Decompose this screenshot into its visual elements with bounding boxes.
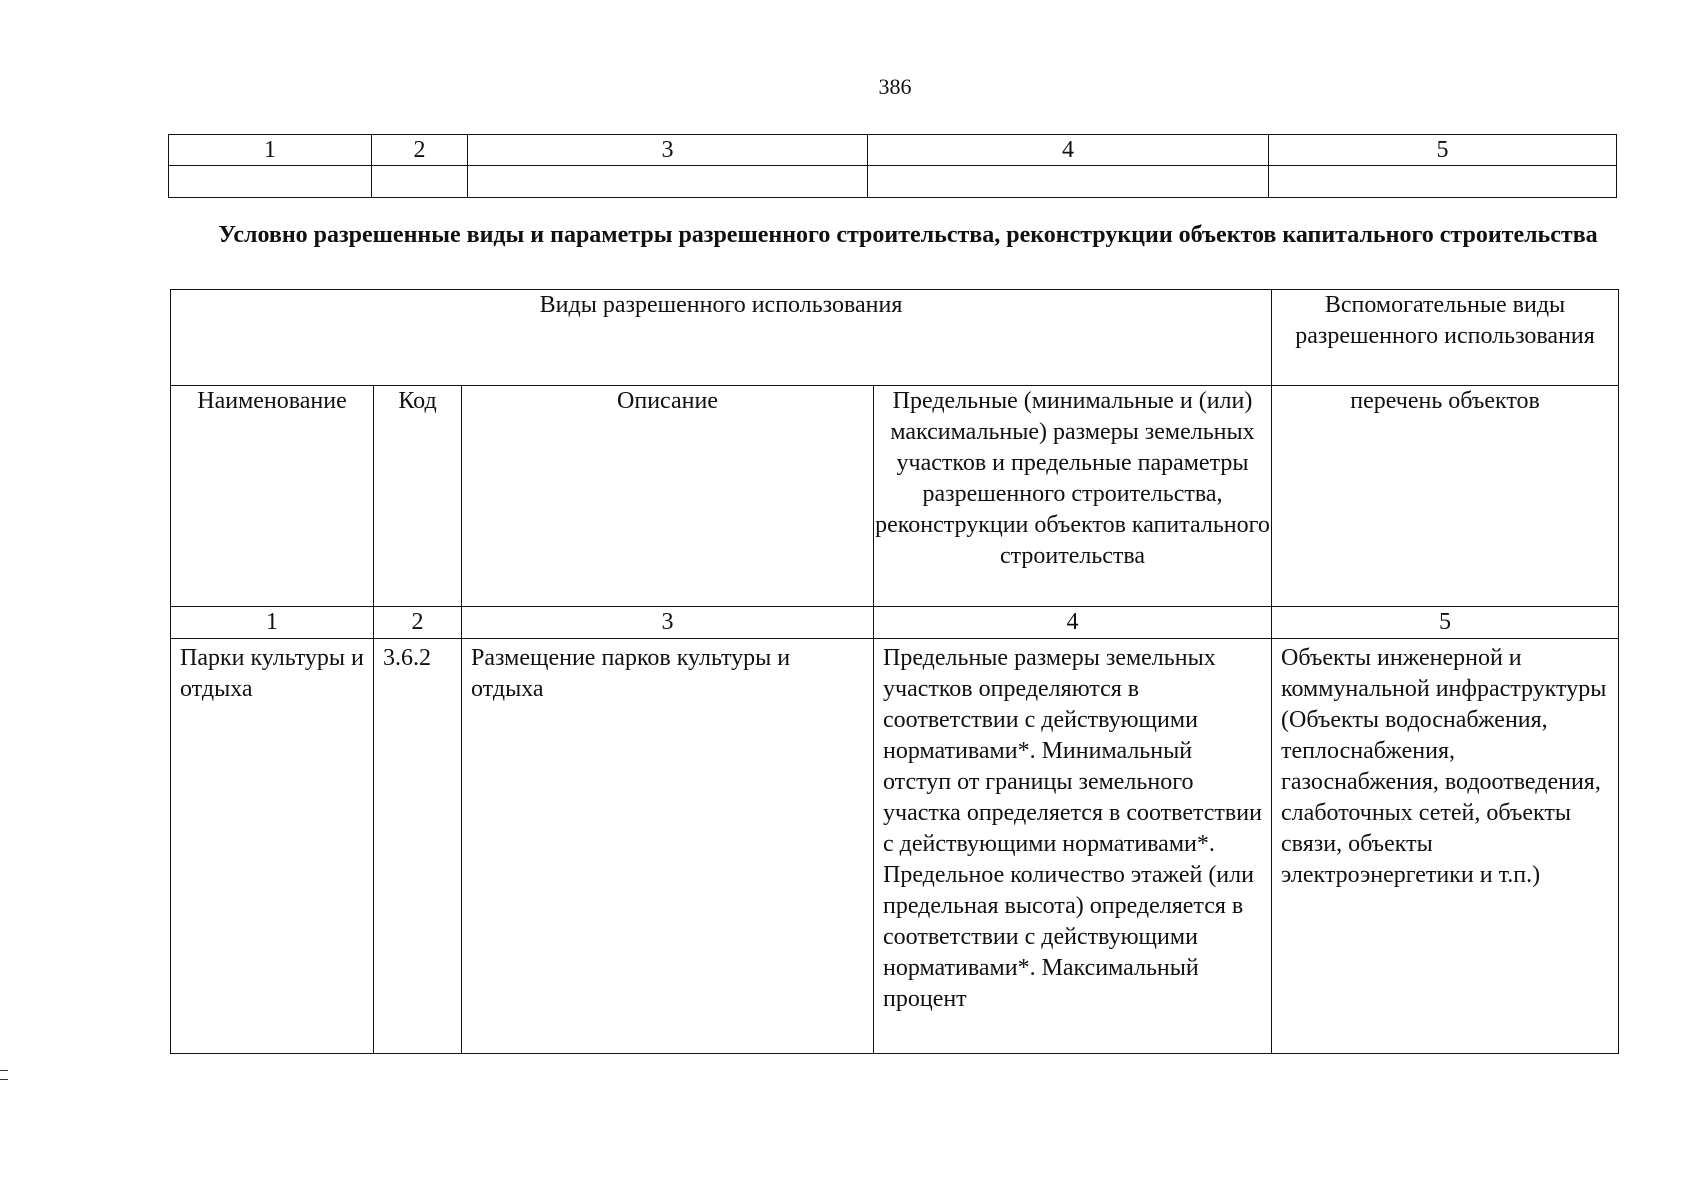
column-header-row bbox=[171, 386, 1619, 607]
margin-mark bbox=[0, 1079, 8, 1080]
top-empty-row bbox=[169, 166, 1617, 198]
top-number-row bbox=[169, 135, 1617, 166]
top-header-table bbox=[168, 134, 1617, 198]
top-col-number-4: 4 bbox=[868, 135, 1269, 166]
column-number-row bbox=[171, 607, 1619, 639]
row-limits-cell: Предельные размеры земельных участков определяются в соответствии с действующими нормативами*. Минимальный отступ от границы земельного участка определяется в соответствии с действующими нормативами*. Предельное количество этажей (или предельная высота) определяется в соответствии с действующими нормативами*. Максимальный процент bbox=[874, 639, 1272, 1054]
row-description-cell: Размещение парков культуры и отдыха bbox=[462, 639, 874, 1054]
col-number-2: 2 bbox=[374, 607, 462, 639]
group-header-aux: Вспомогательные виды разрешенного использования bbox=[1272, 290, 1619, 386]
top-empty-cell bbox=[468, 166, 868, 198]
col-header-name: Наименование bbox=[171, 386, 374, 607]
row-objects-cell: Объекты инженерной и коммунальной инфраструктуры (Объекты водоснабжения, теплоснабжения, газоснабжения, водоотведения, слаботочных сетей, объекты связи, объекты электроэнергетики и т.п.) bbox=[1272, 639, 1619, 1054]
top-col-number-2: 2 bbox=[372, 135, 468, 166]
page-number: 386 bbox=[878, 74, 912, 99]
col-header-code: Код bbox=[374, 386, 462, 607]
row-name-cell: Парки культуры и отдыха bbox=[171, 639, 374, 1054]
margin-marks bbox=[0, 1070, 8, 1088]
group-header-row bbox=[171, 290, 1619, 386]
table-row bbox=[171, 639, 1619, 1054]
top-col-number-3: 3 bbox=[468, 135, 868, 166]
top-empty-cell bbox=[169, 166, 372, 198]
col-number-5: 5 bbox=[1272, 607, 1619, 639]
top-empty-cell bbox=[1269, 166, 1617, 198]
margin-mark bbox=[0, 1070, 8, 1071]
col-number-1: 1 bbox=[171, 607, 374, 639]
col-header-objects: перечень объектов bbox=[1272, 386, 1619, 607]
col-header-limits: Предельные (минимальные и (или) максимальные) размеры земельных участков и предельные параметры разрешенного строительства, реконструкции объектов капитального строительства bbox=[874, 386, 1272, 607]
top-col-number-1: 1 bbox=[169, 135, 372, 166]
top-col-number-5: 5 bbox=[1269, 135, 1617, 166]
main-table bbox=[170, 289, 1619, 1054]
row-code-cell: 3.6.2 bbox=[374, 639, 462, 1054]
section-title: Условно разрешенные виды и параметры разрешенного строительства, реконструкции объектов капитального строительства bbox=[218, 222, 1598, 248]
col-header-description: Описание bbox=[462, 386, 874, 607]
group-header-main: Виды разрешенного использования bbox=[171, 290, 1272, 386]
top-empty-cell bbox=[372, 166, 468, 198]
col-number-3: 3 bbox=[462, 607, 874, 639]
top-empty-cell bbox=[868, 166, 1269, 198]
col-number-4: 4 bbox=[874, 607, 1272, 639]
